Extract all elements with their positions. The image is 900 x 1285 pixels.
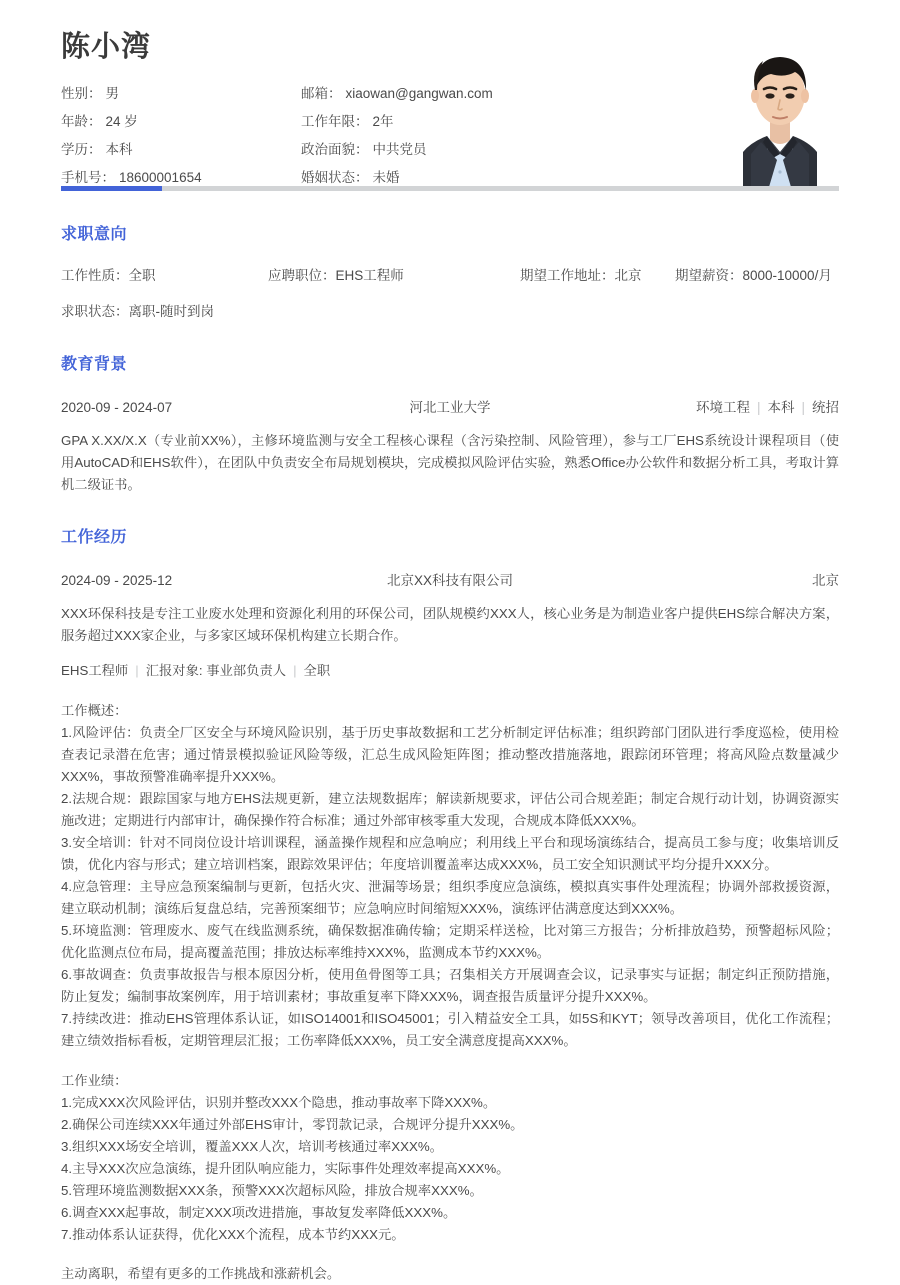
intent-label: 期望薪资： bbox=[675, 268, 743, 283]
list-item: 4.应急管理：主导应急预案编制与更新，包括火灾、泄漏等场景；组织季度应急演练，模拟真实事件处理流程；协调外部救援资源，建立联动机制；演练后复盘总结，完善预案细节；应急响应时间缩短XXX%，演练评估满意度达到XXX%。 bbox=[61, 879, 839, 916]
section-title-work-experience: 工作经历 bbox=[61, 529, 128, 546]
education-date: 2020-09 - 2024-07 bbox=[61, 400, 173, 415]
work-achievement-label: 工作业绩： bbox=[61, 1073, 128, 1088]
education-admission: 统招 bbox=[812, 400, 839, 415]
page-title: 陈小湾 bbox=[61, 31, 152, 63]
education-degree: 本科 bbox=[767, 400, 795, 415]
intent-value: 8000-10000/月 bbox=[742, 268, 832, 283]
divider-accent bbox=[61, 186, 162, 191]
list-item: 2.确保公司连续XXX年通过外部EHS审计，零罚款记录，合规评分提升XXX%。 bbox=[61, 1117, 524, 1132]
intent-label: 工作性质： bbox=[61, 268, 129, 283]
separator-icon: | bbox=[801, 400, 805, 415]
header-divider bbox=[61, 186, 839, 191]
info-label: 政治面貌： bbox=[301, 141, 369, 157]
info-item-political-status bbox=[301, 139, 681, 161]
intent-value: 全职 bbox=[128, 268, 156, 283]
list-item: 4.主导XXX次应急演练，提升团队响应能力，实际事件处理效率提高XXX%。 bbox=[61, 1161, 510, 1176]
job-intention-row-1 bbox=[61, 266, 839, 286]
intent-expected-salary bbox=[675, 266, 832, 286]
list-item: 7.推动体系认证获得，优化XXX个流程，成本节约XXX元。 bbox=[61, 1227, 405, 1242]
work-date: 2024-09 - 2025-12 bbox=[61, 573, 173, 588]
work-closing-note: 主动离职，希望有更多的工作挑战和涨薪机会。 bbox=[61, 1266, 341, 1281]
section-title-education: 教育背景 bbox=[61, 356, 128, 373]
work-position: EHS工程师 bbox=[61, 663, 129, 678]
separator-icon: | bbox=[756, 400, 761, 415]
info-label: 邮箱： bbox=[301, 85, 342, 101]
intent-expected-location bbox=[520, 266, 675, 286]
intent-applied-position bbox=[268, 266, 520, 286]
list-item: 5.管理环境监测数据XXX条，预警XXX次超标风险，排放合规率XXX%。 bbox=[61, 1183, 483, 1198]
intent-job-nature bbox=[61, 266, 268, 286]
info-value: 24 岁 bbox=[105, 113, 138, 129]
avatar bbox=[721, 32, 839, 187]
work-company-description: XXX环保科技是专注工业废水处理和资源化利用的环保公司，团队规模约XXX人，核心业务是为制造业客户提供EHS综合解决方案，服务超过XXX家企业，与多家区域环保机构建立长期合作。 bbox=[61, 606, 839, 643]
list-item: 1.完成XXX次风险评估，识别并整改XXX个隐患，推动事故率下降XXX%。 bbox=[61, 1095, 497, 1110]
info-item-age bbox=[61, 111, 301, 133]
list-item: 6.事故调查：负责事故报告与根本原因分析，使用鱼骨图等工具；召集相关方开展调查会议，记录事实与证据；制定纠正预防措施，防止复发；编制事故案例库，用于培训素材；事故重复率下降XXX%，调查报告质量评分提升XXX%。 bbox=[61, 967, 839, 1004]
list-item: 3.安全培训：针对不同岗位设计培训课程，涵盖操作规程和应急响应；利用线上平台和现场演练结合，提高员工参与度；收集培训反馈，优化内容与形式；建立培训档案，跟踪效果评估；年度培训覆盖率达成XXX%，员工安全知识测试平均分提升XXX分。 bbox=[61, 835, 839, 872]
work-company: 北京XX科技有限公司 bbox=[386, 573, 513, 588]
education-school: 河北工业大学 bbox=[409, 400, 491, 415]
info-label: 婚姻状态： bbox=[301, 169, 369, 185]
section-title-job-intention: 求职意向 bbox=[61, 226, 128, 243]
work-summary-label: 工作概述： bbox=[61, 703, 128, 718]
work-location: 北京 bbox=[811, 573, 839, 588]
info-label: 年龄： bbox=[61, 113, 102, 129]
work-entry-head bbox=[61, 569, 839, 589]
list-item: 3.组织XXX场安全培训，覆盖XXX人次，培训考核通过率XXX%。 bbox=[61, 1139, 443, 1154]
education-major: 环境工程 bbox=[695, 400, 750, 415]
intent-value: EHS工程师 bbox=[335, 268, 404, 283]
education-description: GPA X.XX/X.X（专业前XX%），主修环境监测与安全工程核心课程（含污染控制、风险管理），参与工厂EHS系统设计课程项目（使用AutoCAD和EHS软件），在团队中负责安全布局规划模块，完成模拟风险评估实验，熟悉Office办公软件和数据分析工具，考取计算机二级证书。 bbox=[61, 433, 839, 492]
list-item: 6.调查XXX起事故，制定XXX项改进措施，事故复发率降低XXX%。 bbox=[61, 1205, 457, 1220]
spacer bbox=[61, 1052, 839, 1070]
info-label: 性别： bbox=[61, 85, 102, 101]
intent-job-status bbox=[61, 302, 268, 322]
intent-value: 北京 bbox=[614, 268, 642, 283]
work-summary-list bbox=[61, 722, 839, 1052]
list-item: 2.法规合规：跟踪国家与地方EHS法规更新，建立法规数据库；解读新规要求，评估公司合规差距；制定合规行动计划，协调资源实施改进；定期进行内部审计，确保操作符合标准；通过外部审核零重大发现，合规成本降低XXX%。 bbox=[61, 791, 839, 828]
info-value: 中共党员 bbox=[372, 141, 427, 157]
work-summary-block bbox=[61, 700, 839, 1052]
info-value: 本科 bbox=[105, 141, 133, 157]
info-value: 男 bbox=[105, 85, 119, 101]
work-position-tagline bbox=[61, 660, 839, 682]
info-value: 未婚 bbox=[372, 169, 400, 185]
intent-label: 求职状态： bbox=[61, 304, 129, 319]
work-job-type: 全职 bbox=[303, 663, 331, 678]
work-achievement-list bbox=[61, 1092, 839, 1246]
separator-icon: | bbox=[135, 663, 139, 678]
info-label: 工作年限： bbox=[301, 113, 369, 129]
section-job-intention bbox=[61, 221, 839, 322]
info-item-gender bbox=[61, 83, 301, 105]
list-item: 1.风险评估：负责全厂区安全与环境风险识别，基于历史事故数据和工艺分析制定评估标准；组织跨部门团队进行季度巡检，使用检查表记录潜在危害；通过情景模拟验证风险等级，汇总生成风险矩阵图；推动整改措施落地，跟踪闭环管理；将高风险点数量减少XXX%，事故预警准确率提升XXX%。 bbox=[61, 725, 839, 784]
info-value: 18600001654 bbox=[119, 169, 202, 185]
info-item-email bbox=[301, 83, 681, 105]
section-work-experience bbox=[61, 524, 839, 1285]
list-item: 5.环境监测：管理废水、废气在线监测系统，确保数据准确传输；定期采样送检，比对第三方报告；分析排放趋势，预警超标风险；优化监测点位布局，提高覆盖范围；排放达标率维持XXX%，监测成本节约XXX%。 bbox=[61, 923, 839, 960]
resume-header bbox=[61, 0, 839, 185]
intent-value: 离职-随时到岗 bbox=[128, 304, 214, 319]
work-report-to: 汇报对象: 事业部负责人 bbox=[145, 663, 287, 678]
info-item-education bbox=[61, 139, 301, 161]
separator-icon: | bbox=[293, 663, 297, 678]
section-education bbox=[61, 351, 839, 496]
info-value: xiaowan@gangwan.com bbox=[345, 85, 493, 101]
intent-label: 期望工作地址： bbox=[520, 268, 615, 283]
work-achievement-block bbox=[61, 1070, 839, 1246]
education-entry-head bbox=[61, 396, 839, 416]
list-item: 7.持续改进：推动EHS管理体系认证，如ISO14001和ISO45001；引入精益安全工具，如5S和KYT；领导改善项目，优化工作流程；建立绩效指标看板，定期管理层汇报；工伤率降低XXX%，员工安全满意度提高XXX%。 bbox=[61, 1011, 839, 1048]
info-item-work-years bbox=[301, 111, 681, 133]
info-label: 手机号： bbox=[61, 169, 115, 185]
job-intention-row-2 bbox=[61, 302, 839, 322]
education-meta bbox=[499, 396, 839, 416]
info-label: 学历： bbox=[61, 141, 102, 157]
personal-info-grid bbox=[61, 83, 681, 189]
intent-label: 应聘职位： bbox=[268, 268, 336, 283]
info-value: 2年 bbox=[372, 113, 394, 129]
